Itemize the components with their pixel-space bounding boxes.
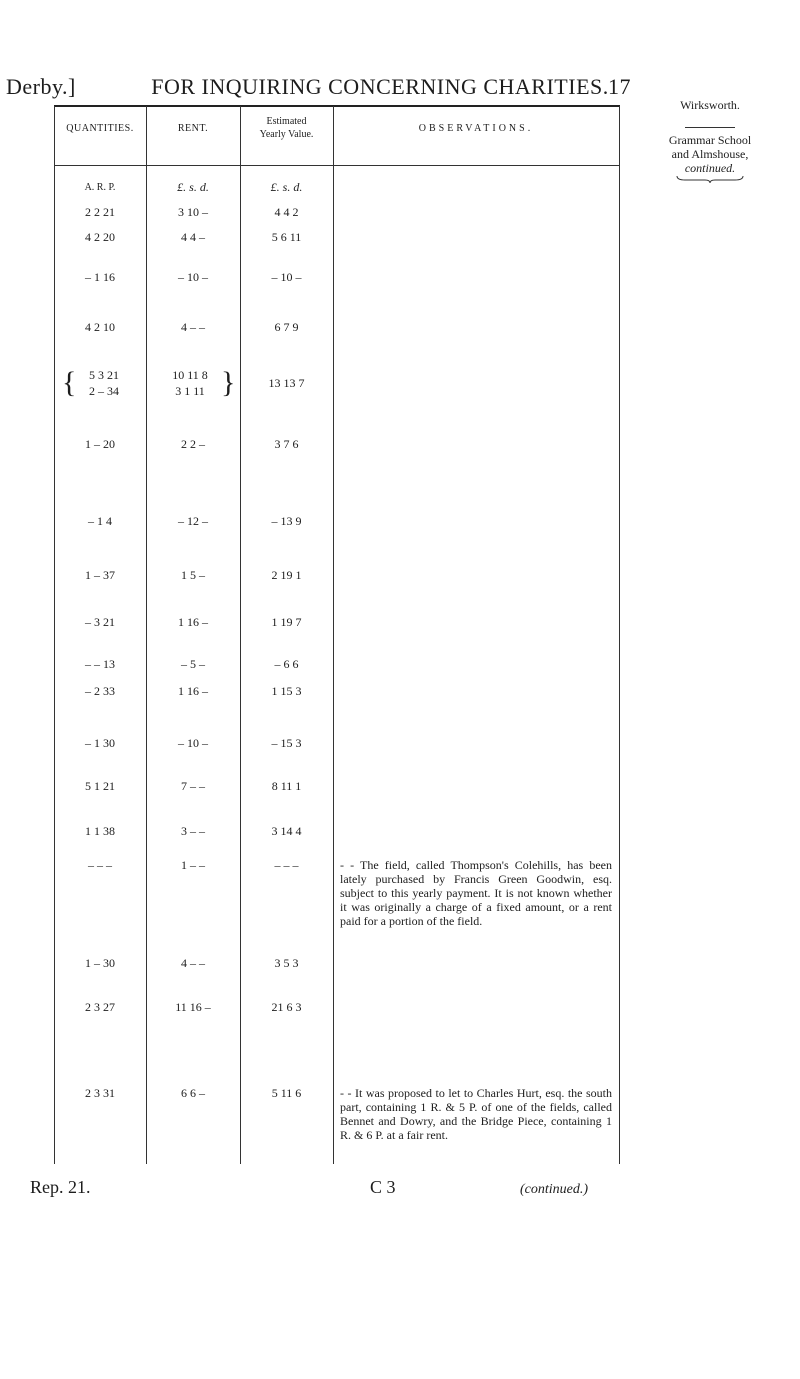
value-cell: 5 6 11 [271,230,302,244]
quantity-cell: 5 1 21 [85,779,115,793]
rent-cell: 4 4 – [181,230,205,244]
value-cell: 2 19 1 [271,568,302,582]
side-note-status: continued. [684,161,736,175]
quantity-cell: 1 – 30 [85,956,115,970]
county-header: Derby.] [6,74,76,99]
rent-cell: – 12 – [178,514,208,528]
units-rent: £. s. d. [177,180,209,194]
report-number: Rep. 21. [30,1177,91,1197]
side-note-place: Wirksworth. [680,98,740,112]
side-note-charity-line1: Grammar School [668,133,752,147]
rent-cell: – 5 – [181,657,205,671]
quantity-cell: 1 – 37 [85,568,115,582]
rent-cell: 4 – – [181,320,205,334]
units-quantities: A. R. P. [84,182,116,193]
side-note-rule [685,127,735,128]
quantity-cell: 4 2 20 [85,230,115,244]
rent-cell: 1 5 – [181,568,205,582]
value-cell: 3 5 3 [274,956,299,970]
quantity-cell: 1 – 20 [85,437,115,451]
quantity-cell: – 3 21 [85,615,115,629]
value-cell: 6 7 9 [274,320,299,334]
quantity-cell: 2 – 34 [89,384,119,398]
value-cell: 3 7 6 [274,437,299,451]
observation-note: - - The field, called Thompson's Colehills, has been lately purchased by Francis Green Goodwin, esq. subject to this yearly payment. It is not known whether it was originally a charge of a fixed amount, or a rent paid for a portion of the field. [340,858,612,928]
value-cell: 3 14 4 [271,824,302,838]
quantity-cell: – 1 4 [88,514,112,528]
quantity-cell: 2 3 27 [85,1000,115,1014]
quantity-cell: 1 1 38 [85,824,115,838]
value-cell: – 6 6 [274,657,299,671]
rent-cell: 4 – – [181,956,205,970]
side-note-charity-line2: and Almshouse, [671,147,749,161]
quantity-cell: 2 2 21 [85,205,115,219]
side-note-brace [675,174,745,184]
value-cell: 21 6 3 [271,1000,302,1014]
quantity-cell: – – 13 [85,657,115,671]
continued-note: (continued.) [520,1182,589,1197]
rent-cell: 7 – – [181,779,205,793]
observation-note: - - It was proposed to let to Charles Hurt, esq. the south part, containing 1 R. & 5 P. of one of the fields, called Bennet and Dowry, and the Bridge Piece, containing 1 R. & 6 P. at a fair rent. [340,1086,612,1142]
rent-cell: 11 16 – [175,1000,211,1014]
rent-cell: – 10 – [178,736,208,750]
quantity-cell: – – – [88,858,112,872]
quantity-cell: 5 3 21 [89,368,119,382]
rent-brace: } [221,366,236,399]
value-cell: 13 13 7 [268,376,305,390]
table-right-rule [619,106,620,1164]
page-title: FOR INQUIRING CONCERNING CHARITIES. [151,74,609,99]
rent-cell: 2 2 – [181,437,205,451]
column-head-rent: RENT. [177,123,209,134]
column-head-observations: OBSERVATIONS. [418,123,534,134]
quantity-cell: 4 2 10 [85,320,115,334]
page-number: 17 [608,74,631,99]
quantity-cell: – 2 33 [85,684,115,698]
rent-cell: 3 – – [181,824,205,838]
value-cell: – 15 3 [271,736,302,750]
quantity-cell: – 1 16 [85,270,115,284]
rent-cell: 3 10 – [178,205,208,219]
rent-cell: – 10 – [178,270,208,284]
rent-cell: 3 1 11 [175,384,205,398]
quantity-brace: { [62,366,77,399]
column-head-rule [54,165,620,166]
units-value: £. s. d. [270,180,303,194]
rent-cell: 10 11 8 [172,368,208,382]
column-head-value-line2: Yearly Value. [259,129,314,140]
rent-cell: 1 16 – [178,684,208,698]
rent-cell: 1 16 – [178,615,208,629]
value-cell: – 10 – [271,270,302,284]
value-cell: – – – [274,858,299,872]
value-cell: 8 11 1 [271,779,302,793]
value-cell: – 13 9 [271,514,302,528]
value-cell: 4 4 2 [274,205,299,219]
value-cell: 5 11 6 [271,1086,302,1100]
quantity-cell: 2 3 31 [85,1086,115,1100]
value-cell: 1 15 3 [271,684,302,698]
column-rule-value [333,106,334,1164]
rent-cell: 1 – – [181,858,205,872]
header-rule [54,105,620,107]
value-cell: 1 19 7 [271,615,302,629]
column-head-value-line1: Estimated [266,116,307,127]
quantity-cell: – 1 30 [85,736,115,750]
column-head-quantities: QUANTITIES. [66,123,134,134]
rent-cell: 6 6 – [181,1086,205,1100]
signature-mark: C 3 [370,1177,396,1197]
